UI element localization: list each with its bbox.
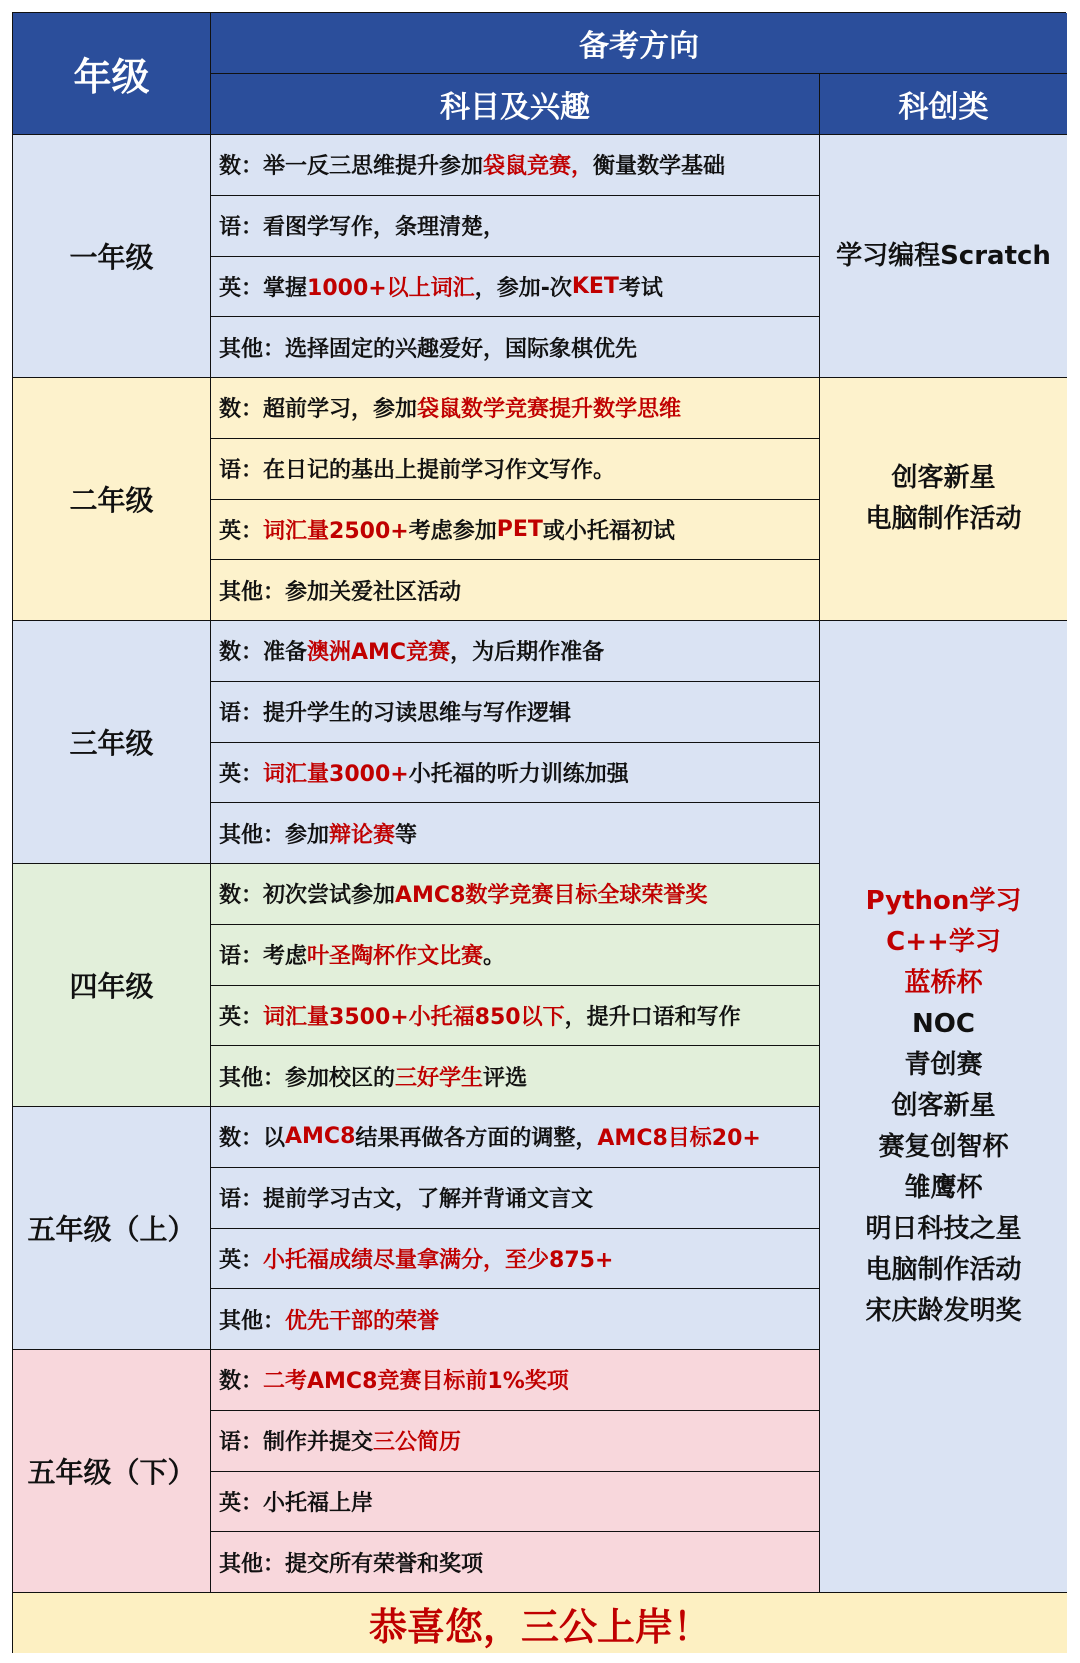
- tech-activity-item: 蓝桥杯: [904, 968, 983, 998]
- plain-text: 或小托福初试: [542, 518, 675, 544]
- tech-activity-item: 雏鹰杯: [904, 1173, 983, 1203]
- footer-banner: 恭喜您，三公上岸！: [13, 1593, 1067, 1653]
- plain-text: 英：小托福上岸: [219, 1490, 374, 1516]
- grade-label: 一年级: [13, 135, 211, 378]
- plan-row: [211, 864, 820, 925]
- plain-text: 其他：参加: [219, 822, 330, 848]
- highlight-text: 辩论赛: [329, 822, 396, 848]
- plain-text: 数：超前学习，参加: [219, 397, 418, 423]
- grade-header: 年级: [13, 13, 211, 135]
- plain-text: 等: [395, 822, 418, 848]
- tech-activity-item: 明日科技之星: [865, 1214, 1022, 1244]
- plain-text: 英：: [219, 761, 264, 787]
- study-plan-table: [12, 12, 1066, 1653]
- plain-text: 语：看图学写作，条理清楚，: [219, 215, 506, 241]
- plain-text: 语：提前学习古文，了解并背诵文言文: [219, 1187, 594, 1213]
- plain-text: ，为后期作准备: [450, 640, 605, 666]
- plain-text: 其他：提交所有荣誉和奖项: [219, 1551, 484, 1577]
- plain-text: 数：举一反三思维提升参加: [219, 154, 484, 180]
- highlight-text: 优先干部的荣誉: [285, 1308, 440, 1334]
- plan-row: [211, 1472, 820, 1533]
- plan-row: [211, 1107, 820, 1168]
- plain-text: 衡量数学基础: [593, 154, 726, 180]
- plain-text: 语：提升学生的习读思维与写作逻辑: [219, 701, 572, 727]
- tech-activity-item: 青创赛: [904, 1050, 983, 1080]
- plan-row: [211, 986, 820, 1047]
- highlight-text: 三好学生: [395, 1065, 484, 1091]
- plan-row: [211, 1046, 820, 1107]
- grade-label: 二年级: [13, 378, 211, 621]
- tech-activity-item: 宋庆龄发明奖: [865, 1296, 1022, 1326]
- subjects-header: 科目及兴趣: [211, 74, 820, 135]
- highlight-text: 1000+以上词汇: [307, 275, 475, 301]
- tech-activity-item: NOC: [912, 1009, 975, 1039]
- tech-activities: [820, 135, 1067, 378]
- plan-row: [211, 439, 820, 500]
- highlight-text: 叶圣陶杯作文比赛: [307, 944, 484, 970]
- tech-activities: [820, 378, 1067, 621]
- plan-row: [211, 1350, 820, 1411]
- plain-text: 其他：参加校区的: [219, 1065, 396, 1091]
- plain-text: 数：: [219, 1369, 264, 1395]
- plain-text: 其他：参加关爱社区活动: [219, 579, 462, 605]
- plain-text: 英：: [219, 1004, 264, 1030]
- plan-row: [211, 378, 820, 439]
- highlight-text: AMC8数学竞赛目标全球荣誉奖: [395, 883, 708, 909]
- plain-text: 英：: [219, 1247, 264, 1273]
- plan-row: [211, 1532, 820, 1593]
- tech-activity-item: C++学习: [886, 927, 1001, 957]
- plan-row: [211, 317, 820, 378]
- plain-text: 其他：选择固定的兴趣爱好，国际象棋优先: [219, 336, 638, 362]
- highlight-text: 词汇量2500+: [263, 518, 409, 544]
- plain-text: 。: [483, 944, 506, 970]
- plan-row: [211, 803, 820, 864]
- plain-text: 考虑参加: [408, 518, 497, 544]
- plain-text: 数：准备: [219, 640, 308, 666]
- highlight-text: 澳洲AMC竞赛: [307, 640, 451, 666]
- tech-activities: [820, 621, 1067, 1593]
- plan-row: [211, 257, 820, 318]
- highlight-text: AMC8: [285, 1124, 356, 1150]
- plan-row: [211, 196, 820, 257]
- highlight-text: PET: [496, 516, 543, 542]
- plan-row: [211, 743, 820, 804]
- tech-activity-item: 赛复创智杯: [878, 1132, 1009, 1162]
- tech-activity-item: 创客新星: [891, 1091, 996, 1121]
- plan-row: [211, 1168, 820, 1229]
- tech-activity-item: 电脑制作活动: [865, 1255, 1022, 1285]
- plan-row: [211, 621, 820, 682]
- plan-row: [211, 1411, 820, 1472]
- plan-row: [211, 925, 820, 986]
- tech-activity-item: Python学习: [865, 886, 1022, 916]
- highlight-text: 二考AMC8竞赛目标前1%奖项: [263, 1369, 569, 1395]
- plain-text: 数：以: [219, 1126, 286, 1152]
- highlight-text: 三公简历: [373, 1430, 462, 1456]
- plain-text: 语：制作并提交: [219, 1430, 374, 1456]
- plain-text: 小托福的听力训练加强: [408, 761, 629, 787]
- tech-activity-item: 电脑制作活动: [865, 504, 1022, 534]
- highlight-text: KET: [571, 273, 619, 299]
- highlight-text: 词汇量3000+: [263, 761, 409, 787]
- grade-label: 三年级: [13, 621, 211, 864]
- highlight-text: AMC8目标20+: [597, 1126, 761, 1152]
- direction-header: 备考方向: [211, 13, 1067, 74]
- highlight-text: 袋鼠竞赛，: [483, 154, 594, 180]
- highlight-text: 袋鼠数学竞赛提升数学思维: [417, 397, 682, 423]
- plain-text: 结果再做各方面的调整，: [355, 1126, 598, 1152]
- plan-row: [211, 135, 820, 196]
- tech-header: 科创类: [820, 74, 1067, 135]
- plain-text: 数：初次尝试参加: [219, 883, 396, 909]
- plain-text: 考试: [618, 275, 663, 301]
- highlight-text: 小托福成绩尽量拿满分，至少875+: [263, 1247, 614, 1273]
- plan-row: [211, 1229, 820, 1290]
- grade-label: 五年级（上）: [13, 1107, 211, 1350]
- plain-text: ，提升口语和写作: [564, 1004, 741, 1030]
- plain-text: 英：: [219, 518, 264, 544]
- plain-text: 其他：: [219, 1308, 286, 1334]
- plain-text: 语：考虑: [219, 944, 308, 970]
- tech-activity-item: 创客新星: [891, 463, 996, 493]
- plain-text: 英：掌握: [219, 275, 308, 301]
- plan-row: [211, 500, 820, 561]
- highlight-text: 词汇量3500+小托福850以下: [263, 1004, 565, 1030]
- grade-label: 五年级（下）: [13, 1350, 211, 1593]
- plain-text: ，参加-次: [474, 275, 572, 301]
- tech-activity-item: 学习编程Scratch: [836, 240, 1051, 271]
- plain-text: 语：在日记的基出上提前学习作文写作。: [219, 458, 616, 484]
- plan-row: [211, 682, 820, 743]
- grade-label: 四年级: [13, 864, 211, 1107]
- plan-row: [211, 560, 820, 621]
- plain-text: 评选: [483, 1065, 528, 1091]
- plan-row: [211, 1289, 820, 1350]
